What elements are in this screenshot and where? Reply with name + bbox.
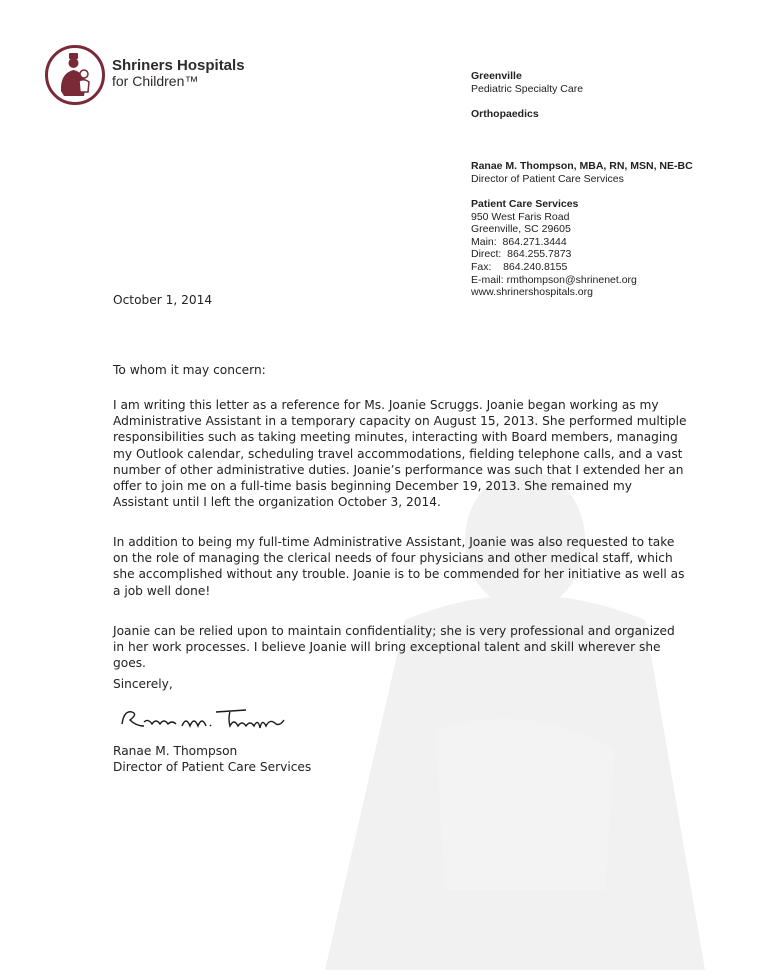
email-address: E-mail: rmthompson@shrinenet.org <box>471 273 637 286</box>
paragraph-1: I am writing this letter as a reference for Ms. Joanie Scruggs. Joanie began working as my Administrative Assistant in a temporary capacity on August 15, 2013. She performed multiple responsibilities such as taking meeting minutes, interacting with Board members, managing my Outlook calendar, scheduling travel accommodations, fielding telephone calls, and a vast number of other administrative duties. Joanie’s performance was such that I extended her an offer to join me on a full-time basis beginning December 19, 2013. She remained my Assistant until I left the organization October 3, 2014. <box>113 398 687 510</box>
office-heading: Patient Care Services <box>471 198 579 210</box>
office-address-line1: 950 West Faris Road <box>471 210 570 223</box>
phone-main: Main: 864.271.3444 <box>471 235 567 248</box>
closing: Sincerely, <box>113 677 173 691</box>
office-address-line2: Greenville, SC 29605 <box>471 223 571 236</box>
sender-block <box>471 160 693 185</box>
signer-name: Ranae M. Thompson <box>113 744 238 758</box>
paragraph-2: In addition to being my full-time Administrative Assistant, Joanie was also requested to take on the role of managing the clerical needs of four physicians and other medical staff, which she accomplished without any trouble. Joanie is to be commended for her initiative as well as a job well done! <box>113 535 685 598</box>
org-subtitle: for Children™ <box>112 73 199 89</box>
website-url: www.shrinershospitals.org <box>471 286 593 299</box>
department-name: Orthopaedics <box>471 108 539 120</box>
salutation: To whom it may concern: <box>113 363 266 377</box>
org-name: Shriners Hospitals <box>112 57 245 74</box>
phone-fax: Fax: 864.240.8155 <box>471 260 568 273</box>
sender-title: Director of Patient Care Services <box>471 172 624 185</box>
phone-direct: Direct: 864.255.7873 <box>471 248 572 261</box>
signer-title: Director of Patient Care Services <box>113 760 312 775</box>
location-block <box>471 70 583 95</box>
location-name: Greenville <box>471 70 522 82</box>
department-block <box>471 108 539 121</box>
paragraph-3: Joanie can be relied upon to maintain confidentiality; she is very professional and organized in her work processes. I believe Joanie will bring exceptional talent and skill wherever she goes. <box>113 624 675 671</box>
letter-date: October 1, 2014 <box>113 293 213 307</box>
signer-block <box>113 743 311 775</box>
brand-block <box>112 58 245 89</box>
handwritten-signature <box>118 704 288 732</box>
sender-name: Ranae M. Thompson, MBA, RN, MSN, NE-BC <box>471 160 693 172</box>
office-contact-block <box>471 198 637 299</box>
specialty-name: Pediatric Specialty Care <box>471 82 584 95</box>
shriners-logo-icon <box>44 44 106 106</box>
